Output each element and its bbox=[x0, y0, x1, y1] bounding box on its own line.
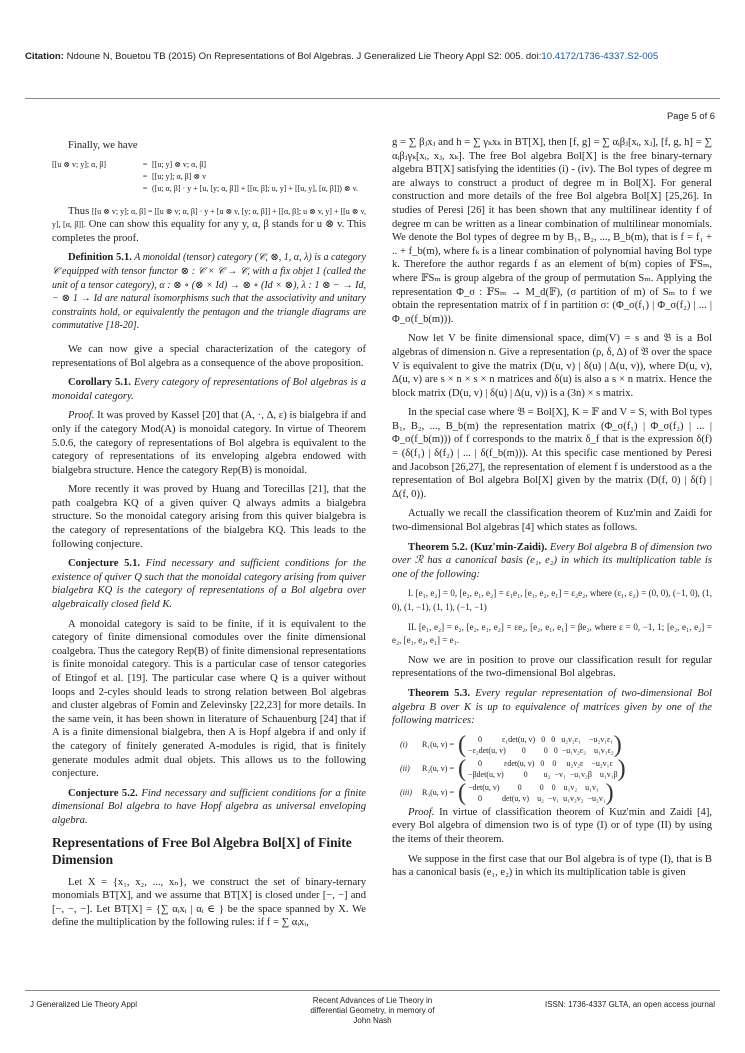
eq-line-2: [[u; y]; α, β] ⊗ v bbox=[152, 171, 207, 181]
eq-sign: = bbox=[142, 159, 148, 169]
paragraph-recently: More recently it was proved by Huang and Torecillas [21], that the path coalgebra KQ of a given quiver Q always admits a bialgebra structure. So the monoidal category arising from this quiver bialgebra is the category of representations of the bialgebra KQ. This leads to the following conjecture. bbox=[52, 484, 366, 550]
corollary-5-1: Corollary 5.1. Every category of representations of Bol algebras is a monoidal category. bbox=[52, 377, 367, 402]
left-column bbox=[52, 139, 366, 936]
paragraph-suppose: We suppose in the first case that our Bol algebra is of type (I), that is B has a canonical basis (e₁, e₂) in which its multiplication table is given bbox=[392, 853, 712, 879]
paragraph-finite: A monoidal category is said to be finite, if it is equivalent to the category of finite dimensional comodules over the finite dimensional coalgebra. Thus the category Rep(B) of finite dimensional representations is finite monoidal category. This is a particular case of tensor categories of Etingof et al. [19]. The particular case where Q is a quiver without loops and 2-cyles should leads to strong relation between Bol algebras and cluster algebras of Fomin and Zelevinsky [22,23] for more details. In the same vein, it has been shown in literature of Schauenburg [24] that if A is a finite dimensional bialgebra, then A is Hopf algebra if and only if the category of finitely generated A-modules is rigid, that is finitely generate modules admit dual objets. This allows us to the following conjecture. bbox=[52, 618, 366, 780]
proof-corollary: Proof. It was proved by Kassel [20] that (A, ·, Δ, ε) is bialgebra if and only if the category Mod(A) is monoidal category. In virtue of Theorem 5.0.6, the category of representations of Bol algebra is equivalent to the category of representations of its enveloping algebra endowed with bialgebra structure. Hence the category Rep(B) is monoidal. bbox=[52, 410, 366, 476]
header-rule bbox=[25, 98, 720, 99]
matrix-r3: (iii) R₃(u, v) = ( −det(u, v) 0 0 0 u₁v₂ u₁v₁ 0 det(u, v) u₂ −v₁ u₁v₂v₂ −u₂v₁ ) bbox=[400, 779, 614, 806]
matrix-r1: (i) R₁(u, v) = ( 0 ε₁det(u, v) 0 0 u₂v₂ε₁ −u₂v₁ε₁ −ε₂det(u, v) 0 0 0 −u₁v₂ε₂ u₁v₁ε₂ ) bbox=[400, 731, 622, 758]
section-title: Representations of Free Bol Algebra Bol[X] of Finite Dimension bbox=[52, 834, 352, 867]
footer-issn: ISSN: 1736-4337 GLTA, an open access journal bbox=[544, 1000, 715, 1009]
theorem-5-3: Theorem 5.3. Every regular representation of two-dimensional Bol algebra B over K is up to equivalence of matrices given by one of the following matrices: bbox=[392, 687, 712, 727]
eq-sign: = bbox=[142, 171, 148, 181]
eq-line-3: ([u; α, β] · y + [u, [y; α, β]] + [[α, β]; u, y] + [[u, y], [α, β]]) ⊗ v. bbox=[152, 183, 359, 193]
citation-label: Citation: bbox=[25, 51, 64, 62]
paragraph-thus: Thus [[u ⊗ v; y]; α, β] = [[u ⊗ v; α, β] · y + [u ⊗ v, [y; α, β]] + [[α, β]; u ⊗ v, y] + [[u ⊗ v, y], [α, β]]. One can show this equality for any y, α, β stands for u ⊗ v. This completes the proof. bbox=[52, 205, 366, 244]
citation-text: Ndoune N, Bouetou TB (2015) On Representations of Bol Algebras. J Generalized Lie Theory Appl S2: 005. doi: bbox=[63, 51, 542, 62]
eq-sign: = bbox=[142, 183, 148, 193]
paragraph-now-v: Now let V be finite dimensional space, dim(V) = s and 𝔅 is a Bol algebras of dimension n. Give a representation (ρ, δ, Δ) of 𝔅 over the space V is equivalent to give the matrix (D(u, v) | δ(u) | Δ(u, v)), where D(u, v), Δ(u, v) are s × n × s × n matrices and δ(u) is also a s × n matrix. Hence the block matrix (D(u, v) | δ(u) | Δ(u, v)) is a (3n) × s matrix. bbox=[392, 333, 712, 399]
page-number: Page 5 of 6 bbox=[667, 110, 715, 121]
eq-lhs: [[u ⊗ v; y]; α, β] bbox=[52, 159, 107, 169]
matrix-r2: (ii) R₂(u, v) = ( 0 εdet(u, v) 0 0 u₂v₂ε −u₂v₁ε −βdet(u, v) 0 u₂ −v₁ −u₁v₂β u₁v₁β ) bbox=[400, 755, 626, 782]
footer-rule bbox=[25, 990, 720, 991]
proof-theorem-5-3: Proof. In virtue of classification theorem of Kuz'min and Zaidi [4], every Bol algebra of dimension two is of type (I) or of type (II) by using the items of their theorem. bbox=[392, 806, 712, 845]
paragraph-special-case: In the special case where 𝔅 = Bol[X], K = 𝔽 and V = S, with Bol types B₁, B₂, ..., B_b(m) the representation matrix (Φ_σ(f₁) | Φ_σ(f₂) | ... | Φ_σ(f_b(m))) of f corresponds to the matrix δ_f that is the expression δ(f) = (δ(f₁) | δ(f₂) | ... | δ(f_b(m))). At this specific case mentioned by Peresi and Jacobson [26,27], the representation of element f is understood as a the representation of Bol algebra Bol[X] given by the matrix (D(f, 0) | δ(f) | Δ(f, 0)). bbox=[392, 407, 712, 500]
paragraph-free-bol: g = ∑ βⱼxⱼ and h = ∑ γₖxₖ in BT[X], then [f, g] = ∑ αᵢβⱼ[xᵢ, xⱼ], [f, g, h] = ∑ αᵢβⱼγₖ[xᵢ, xⱼ, xₖ]. The free Bol algebra Bol[X] is the free binary-ternary algebra BT[X] satisfying the identities (i) - (iv). The Bol types of degree m are always to construct a product of degree m in Bol[X]. For general construction and more details of the free Bol algebra Bol[X] [25,26]. In studies of Peresi [26] it has been shown that any multilinear identity f of degree m can be written as a linear combination of multilinear monomials. We denote the Bol types of degree m by B₁, B₂, ..., B_b(m), that is f = f₁ + .. + f_b(m), where fₖ is a linear combination of polynomial having Bol type k. Therefore the author regards f as an element of b(m) copies of 𝔽Sₘ, where 𝔽Sₘ is group algebra of the group of permutation Sₘ. Applying the representation Φ_σ : 𝔽Sₘ → M_d(𝔽), (σ partition of m) of Sₘ to f we obtain the representation matrix of f in partition σ: (Φ_σ(f₁) | Φ_σ(f₂) | ... | Φ_σ(f_b(m))). bbox=[392, 137, 712, 325]
definition-5-1: Definition 5.1. A monoidal (tensor) category (𝒞, ⊗, 1, α, λ) is a category 𝒞 equipped with tensor functor ⊗ : 𝒞 × 𝒞 → 𝒞, with a fix objet 1 (called the unit of a tensor category), α : ⊗ ∘ (⊗ × Id) → ⊗ ∘ (Id × ⊗), λ : 1 ⊗ − → Id, − ⊗ 1 → Id are natural isomorphisms such that the associativity and unitary constraints hold, or equivalently the pentagon and the triangle diagrams are commutative [18-20]. bbox=[52, 252, 366, 332]
paragraph-special: We can now give a special characterization of the category of representations of Bol algebra as a consequence of the above proposition. bbox=[52, 343, 366, 369]
case-i: I. [e₁, e₂] = 0, [e₂, e₁, e₂] = ε₁e₁, [e₁, e₂, e₁] = ε₂e₂, where (ε₁, ε₂) = (0, 0), (−1, 0), (1, 0), (1, −1), (1, 1), (−1, −1) bbox=[392, 588, 712, 612]
paragraph-finally: Finally, we have bbox=[68, 140, 138, 151]
conjecture-5-1: Conjecture 5.1. Find necessary and sufficient conditions for the existence of quiver Q such that the monoidal category arising from quiver bialgebra KQ is the category of representations of a Bol algebra over algebraically closed field K. bbox=[52, 558, 366, 611]
citation-line bbox=[25, 50, 725, 63]
thus-formula: [[u ⊗ v; y]; α, β] = [[u ⊗ v; α, β] · y + [u ⊗ v, [y; α, β]] + [[α, β]; u ⊗ v, y] + [[u ⊗ v, y], [α, β]]. bbox=[52, 206, 366, 230]
footer-journal: J Generalized Lie Theory Appl bbox=[30, 1000, 138, 1009]
paragraph-actually: Actually we recall the classification theorem of Kuz'min and Zaidi for two-dimensional Bol algebras [4] which states as follows. bbox=[392, 508, 712, 534]
case-ii: II. [e₁, e₂] = e₂, [e₂, e₁, e₂] = εe₂, [e₂, e₁, e₁] = βe₂, where ε = 0, −1, 1; [e₂, e₁, e₂] = e₂, [e₁, e₂, e₁] = e₁. bbox=[392, 621, 712, 646]
paragraph-let: Let X = {x₁, x₂, ..., xₙ}, we construct the set of binary-ternary monomials BT[X], and we assume that BT[X] is closed under [−, −] and [−, −, −]. Let BT[X] = {∑ αᵢxᵢ | αᵢ ∈ } be the space spanned by X. We define the multiplication by the following rules: if f = ∑ αᵢxᵢ, bbox=[52, 876, 366, 929]
theorem-5-2: Theorem 5.2. (Kuz'min-Zaidi). Every Bol algebra B of dimension two over ℛ has a canonical basis (e₁, e₂) in which its multiplication table is one of the following: bbox=[392, 541, 712, 580]
paragraph-now-we: Now we are in position to prove our classification result for regular representations of the two-dimensional Bol algebras. bbox=[392, 654, 712, 680]
footer-volume: Recent Advances of Lie Theory in differential Geometry, in memory of John Nash bbox=[310, 996, 435, 1025]
doi-link[interactable]: 10.4172/1736-4337.S2-005 bbox=[541, 51, 659, 62]
conjecture-5-2: Conjecture 5.2. Find necessary and sufficient conditions for a finite dimensional Bol algebra to have Hopf algebra as universal enveloping algebra. bbox=[52, 787, 366, 826]
eq-line-1: [[u; y] ⊗ v; α, β] bbox=[152, 159, 207, 169]
equation-block bbox=[52, 159, 366, 195]
right-column bbox=[392, 136, 712, 886]
